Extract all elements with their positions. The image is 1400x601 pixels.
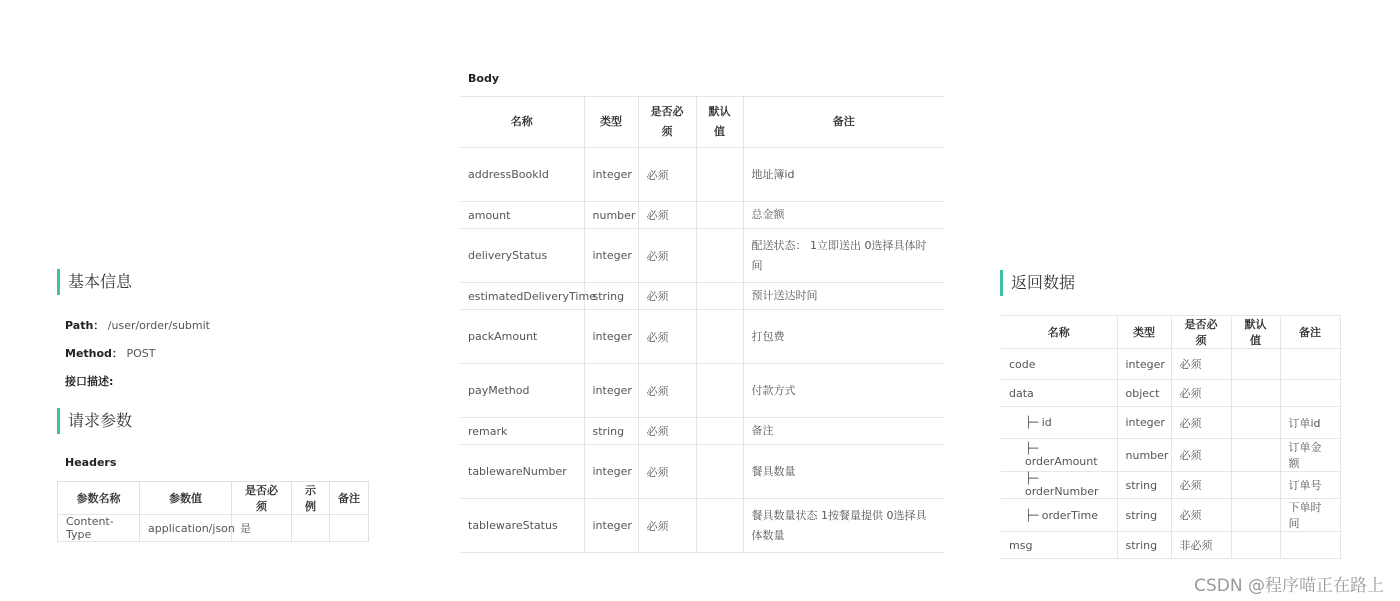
table-cell: 必须 [1171,499,1231,532]
table-cell: integer [1117,349,1171,380]
table-cell [696,229,743,283]
headers-table [57,481,369,542]
table-cell: 是 [232,515,292,542]
table-cell: 必须 [638,283,696,310]
table-cell: 必须 [638,148,696,202]
table-cell: data [1001,380,1117,407]
col-header: 类型 [1117,316,1171,349]
col-header: 默认值 [1231,316,1280,349]
path-label: Path： [65,319,105,332]
table-cell: 必须 [1171,472,1231,499]
table-cell: 配送状态： 1立即送出 0选择具体时间 [743,229,944,283]
table-cell: integer [584,310,638,364]
response-table-header [1001,316,1340,349]
table-cell: 付款方式 [743,364,944,418]
table-cell: number [584,202,638,229]
table-row [1001,532,1340,559]
table-cell: object [1117,380,1171,407]
headers-table-header [58,482,369,515]
table-row [58,515,369,542]
table-cell [1280,349,1340,380]
col-header: 名称 [460,97,584,148]
col-header: 默认值 [696,97,743,148]
table-row [1001,349,1340,380]
table-cell [1231,472,1280,499]
table-cell: integer [584,499,638,553]
table-cell: payMethod [460,364,584,418]
table-cell [1280,532,1340,559]
table-cell: 必须 [1171,439,1231,472]
table-cell [1231,407,1280,439]
table-cell: 下单时间 [1280,499,1340,532]
table-row [460,364,944,418]
col-header: 备注 [743,97,944,148]
table-cell: 餐具数量 [743,445,944,499]
table-cell: estimatedDeliveryTime [460,283,584,310]
table-cell [1280,380,1340,407]
table-cell [696,364,743,418]
table-cell: 订单号 [1280,472,1340,499]
body-table-header [460,97,944,148]
table-cell: 非必须 [1171,532,1231,559]
table-cell: string [1117,499,1171,532]
col-header: 示例 [292,482,330,515]
table-cell [330,515,369,542]
table-cell: 必须 [1171,380,1231,407]
table-cell: packAmount [460,310,584,364]
col-header: 是否必须 [232,482,292,515]
table-row [460,499,944,553]
table-cell: number [1117,439,1171,472]
table-row [1001,407,1340,439]
table-cell: amount [460,202,584,229]
table-row [460,283,944,310]
table-cell: 总金额 [743,202,944,229]
table-cell: integer [584,229,638,283]
table-row [1001,439,1340,472]
table-cell: deliveryStatus [460,229,584,283]
table-cell [1231,439,1280,472]
table-cell: Content-Type [58,515,140,542]
path-value: /user/order/submit [107,319,210,332]
table-row [460,445,944,499]
table-cell [696,418,743,445]
table-cell: ├─ orderAmount [1001,439,1117,472]
table-cell: 必须 [638,364,696,418]
table-cell: tablewareStatus [460,499,584,553]
table-cell: 必须 [1171,349,1231,380]
table-cell: 必须 [638,499,696,553]
table-cell: 必须 [1171,407,1231,439]
description-label: 接口描述: [65,375,114,388]
table-cell: string [1117,472,1171,499]
table-cell [1231,349,1280,380]
table-row [1001,472,1340,499]
table-cell: 备注 [743,418,944,445]
table-cell: tablewareNumber [460,445,584,499]
table-cell: string [1117,532,1171,559]
table-row [460,148,944,202]
basic-info-title: 基本信息 [57,269,132,295]
table-cell: 打包费 [743,310,944,364]
table-cell [292,515,330,542]
table-cell: 餐具数量状态 1按餐量提供 0选择具体数量 [743,499,944,553]
table-cell: ├─ orderTime [1001,499,1117,532]
table-cell: 必须 [638,229,696,283]
table-row [1001,380,1340,407]
table-cell: msg [1001,532,1117,559]
table-cell [1231,499,1280,532]
table-cell: string [584,283,638,310]
table-cell: integer [1117,407,1171,439]
table-cell [696,202,743,229]
col-header: 备注 [330,482,369,515]
headers-label: Headers [65,456,117,469]
col-header: 备注 [1280,316,1340,349]
table-cell: 必须 [638,310,696,364]
table-cell: code [1001,349,1117,380]
table-row [460,229,944,283]
method-line [65,345,155,361]
table-cell [696,499,743,553]
table-row [460,202,944,229]
table-row [1001,499,1340,532]
table-cell: remark [460,418,584,445]
col-header: 参数名称 [58,482,140,515]
body-label: Body [468,72,499,85]
table-cell: 必须 [638,445,696,499]
table-cell: 必须 [638,418,696,445]
method-label: Method： [65,347,123,360]
table-cell: integer [584,364,638,418]
col-header: 类型 [584,97,638,148]
table-cell: integer [584,445,638,499]
table-cell [1231,380,1280,407]
table-cell: 订单id [1280,407,1340,439]
table-cell: 预计送达时间 [743,283,944,310]
path-line [65,317,210,333]
table-cell: ├─ orderNumber [1001,472,1117,499]
watermark: CSDN @程序喵正在路上 [1194,576,1384,596]
col-header: 名称 [1001,316,1117,349]
table-cell: addressBookId [460,148,584,202]
table-cell: integer [584,148,638,202]
request-params-title: 请求参数 [57,408,132,434]
table-cell: ├─ id [1001,407,1117,439]
table-cell [1231,532,1280,559]
table-cell: 订单金额 [1280,439,1340,472]
table-cell [696,310,743,364]
table-row [460,418,944,445]
table-cell: 地址簿id [743,148,944,202]
table-cell: 必须 [638,202,696,229]
table-row [460,310,944,364]
table-cell [696,445,743,499]
table-cell [696,283,743,310]
method-value: POST [126,347,156,360]
col-header: 是否必须 [638,97,696,148]
response-title: 返回数据 [1000,270,1075,296]
table-cell: string [584,418,638,445]
table-cell [696,148,743,202]
response-table [1001,315,1341,559]
table-cell: application/json [140,515,232,542]
col-header: 参数值 [140,482,232,515]
body-table [460,96,944,553]
col-header: 是否必须 [1171,316,1231,349]
